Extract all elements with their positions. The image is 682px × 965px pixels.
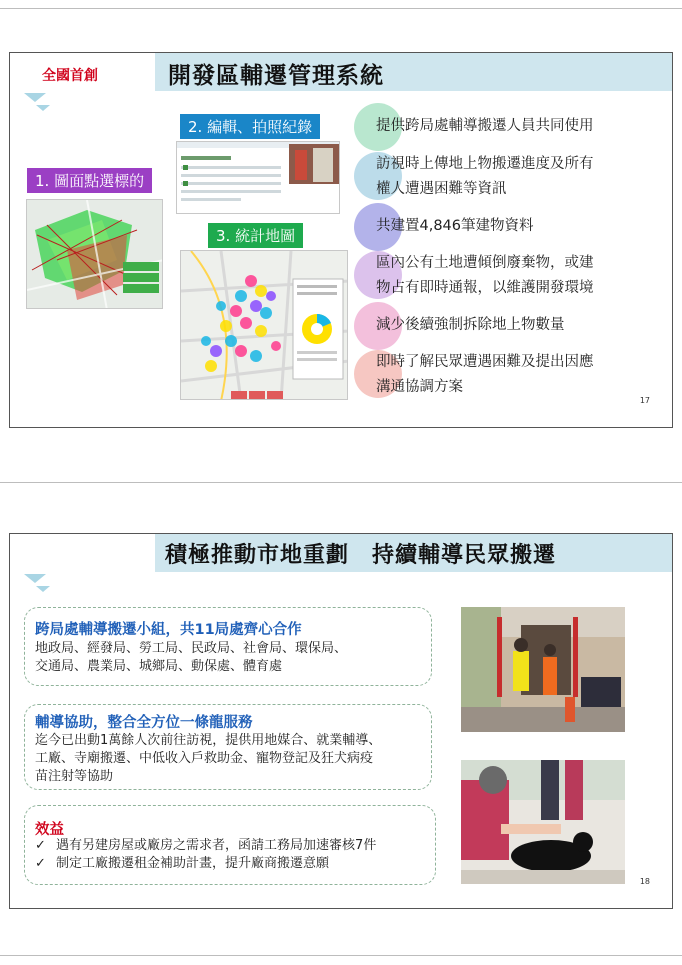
counseling-assistance-box (24, 704, 432, 790)
edit-form-screenshot (176, 141, 340, 214)
first-in-nation-tag: 全國首創 (42, 68, 98, 84)
page-separator-bottom (0, 955, 682, 956)
field-visit-image (461, 607, 625, 732)
box-text: 苗注射等協助 (35, 769, 114, 784)
pet-vaccination-image (461, 760, 625, 884)
corner-decoration (36, 105, 50, 111)
benefits-box (24, 805, 436, 885)
page-separator-middle (0, 482, 682, 483)
pet-vaccination-photo (461, 760, 625, 884)
benefit-item (35, 837, 376, 855)
box-text: 迄今已出動1萬餘人次前往訪視，提供用地媒合、就業輔導、 (35, 733, 382, 748)
bullet-text: 減少後續強制拆除地上物數量 (376, 317, 565, 333)
check-icon: ✓ (35, 856, 46, 871)
corner-decoration (24, 93, 46, 102)
box-heading: 跨局處輔導搬遷小組，共11局處齊心合作 (35, 622, 302, 638)
feature-bullet (354, 302, 654, 350)
page-number: 18 (639, 877, 650, 886)
bullet-text: 即時了解民眾遭遇困難及提出因應 溝通協調方案 (376, 354, 594, 395)
bullet-text: 訪視時上傳地上物搬遷進度及所有 權人遭遇困難等資訊 (376, 156, 594, 197)
step-label-select: 1. 圖面點選標的 (27, 168, 152, 193)
slide-title: 積極推動市地重劃 持續輔導民眾搬遷 (165, 543, 557, 568)
box-heading: 效益 (35, 822, 64, 838)
bullet-text: 提供跨局處輔導搬遷人員共同使用 (376, 118, 594, 134)
benefit-text: 制定工廠搬遷租金補助計畫，提升廠商搬遷意願 (56, 856, 330, 871)
slide-title: 開發區輔遷管理系統 (168, 63, 384, 89)
page-separator-top (0, 8, 682, 9)
feature-bullet (354, 251, 654, 301)
bullet-text: 共建置4,846筆建物資料 (376, 218, 534, 234)
field-visit-photo (461, 607, 625, 732)
page-number: 17 (639, 396, 650, 405)
benefit-text: 遇有另建房屋或廠房之需求者，函請工務局加速審核7件 (56, 838, 377, 853)
header-tab (10, 534, 155, 572)
statistics-map-image (181, 251, 348, 400)
slide-17 (9, 52, 673, 428)
interagency-team-box (24, 607, 432, 686)
benefit-item (35, 855, 329, 873)
feature-bullet (354, 203, 654, 251)
slide-18 (9, 533, 673, 909)
box-text: 地政局、經發局、勞工局、民政局、社會局、環保局、 (35, 641, 348, 656)
corner-decoration (24, 574, 46, 583)
parcel-map-screenshot (26, 199, 163, 309)
bullet-text: 區內公有土地遭傾倒廢棄物，或建 物占有即時通報，以維護開發環境 (376, 255, 594, 296)
corner-decoration (36, 586, 50, 592)
box-text: 工廠、寺廟搬遷、中低收入戶救助金、寵物登記及狂犬病疫 (35, 751, 374, 766)
step-label-stats-map: 3. 統計地圖 (208, 223, 303, 248)
check-icon: ✓ (35, 838, 46, 853)
parcel-map-image (27, 200, 163, 309)
edit-form-image (177, 142, 340, 214)
box-heading: 輔導協助，整合全方位一條龍服務 (35, 715, 253, 731)
box-text: 交通局、農業局、城鄉局、動保處、體育處 (35, 659, 283, 674)
step-label-edit: 2. 編輯、拍照紀錄 (180, 114, 320, 139)
feature-bullet (354, 103, 654, 151)
feature-bullet (354, 152, 654, 202)
feature-bullet (354, 350, 654, 400)
statistics-map-screenshot (180, 250, 348, 400)
